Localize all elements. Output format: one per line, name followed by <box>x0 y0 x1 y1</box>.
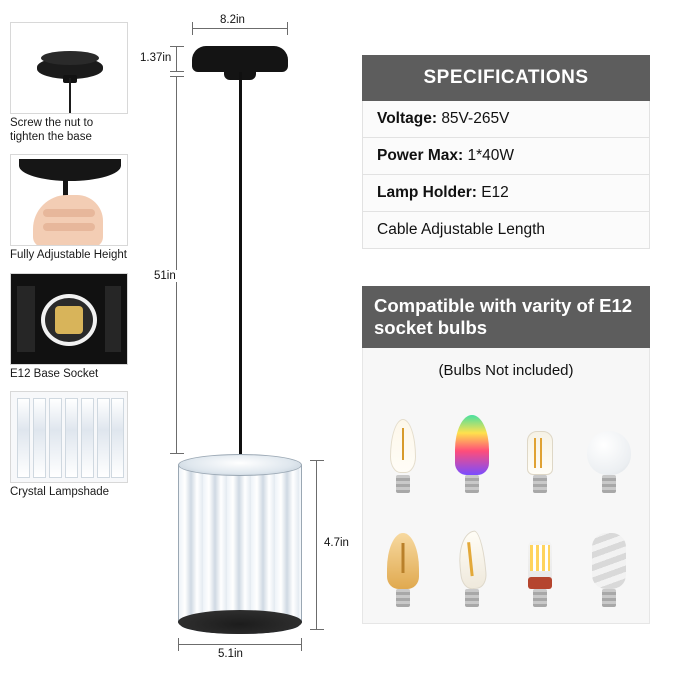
ceiling-plate-shape <box>19 159 121 181</box>
bulb-glass <box>390 419 416 473</box>
bulb-glass <box>387 533 419 589</box>
fixture-edge-right <box>105 286 121 352</box>
ceiling-plate-photo <box>10 22 128 114</box>
feature-item <box>10 154 128 263</box>
spec-label: Lamp Holder: <box>377 184 477 201</box>
dim-tick <box>301 638 302 651</box>
feature-item <box>10 22 128 144</box>
bulb-base-e12 <box>465 475 479 493</box>
bulb-glass <box>587 431 631 475</box>
compatible-body <box>362 348 650 624</box>
hand-shape <box>33 195 103 246</box>
spec-row-voltage <box>362 101 650 138</box>
feature-caption: Fully Adjustable Height <box>10 249 127 261</box>
bulb-glass <box>528 541 552 589</box>
bulb-base-e12 <box>533 475 547 493</box>
crystal-bar <box>33 398 46 478</box>
flame-tip-candle-bulb <box>438 503 507 611</box>
dim-label-cord-length: 51in <box>154 270 176 282</box>
dim-line-cord-length <box>176 76 177 454</box>
dim-tick <box>170 46 184 47</box>
dim-label-canopy-height: 1.37in <box>140 52 172 64</box>
dim-line-canopy-width <box>192 28 288 29</box>
spec-value: 1*40W <box>467 147 514 164</box>
socket-contact-shape <box>55 306 83 334</box>
bulb-glass <box>455 415 489 475</box>
bulb-base-e12 <box>602 589 616 607</box>
bulb-base-e12 <box>396 475 410 493</box>
bulb-base-e12 <box>602 475 616 493</box>
spec-row-lamp-holder <box>362 175 650 212</box>
spec-label: Power Max: <box>377 147 464 164</box>
dim-tick <box>170 76 184 77</box>
feature-caption: Screw the nut to tighten the base <box>10 117 94 143</box>
specifications-panel <box>362 55 650 249</box>
dim-line-canopy-height <box>176 46 177 72</box>
crystal-bar <box>81 398 94 478</box>
bulb-glass <box>592 533 626 589</box>
crystal-closeup-photo <box>10 391 128 483</box>
crystal-bar <box>111 398 124 478</box>
amber-teardrop-filament-bulb <box>369 503 438 611</box>
feature-caption: Crystal Lampshade <box>10 486 110 498</box>
feature-caption: E12 Base Socket <box>10 367 99 380</box>
canopy-shape <box>192 46 288 72</box>
filament-candle-bulb <box>369 389 438 497</box>
dim-tick <box>310 629 324 630</box>
spec-value: 85V-265V <box>441 110 510 127</box>
vintage-tubular-filament-bulb <box>506 389 575 497</box>
spec-label: Voltage: <box>377 110 437 127</box>
dim-label-shade-width: 5.1in <box>218 648 243 660</box>
crystal-bar <box>17 398 30 478</box>
led-corn-bulb <box>506 503 575 611</box>
dim-line-shade-width <box>178 644 302 645</box>
shade-bottom-cap <box>178 610 302 634</box>
crystal-shade-shape <box>178 454 302 634</box>
dimension-drawing <box>140 10 350 670</box>
spec-row-cable-length <box>362 212 650 249</box>
fixture-edge-left <box>17 286 35 352</box>
bulb-grid <box>369 389 643 611</box>
feature-item <box>10 273 128 382</box>
spec-label: Cable Adjustable Length <box>377 221 546 238</box>
crystal-bar <box>65 398 78 478</box>
dim-label-canopy-width: 8.2in <box>220 14 245 26</box>
dim-tick <box>287 22 288 35</box>
cable-shape <box>69 78 71 114</box>
feature-column <box>10 22 128 510</box>
dim-label-shade-height: 4.7in <box>324 537 349 549</box>
bulb-base-e12 <box>396 589 410 607</box>
bulb-base-e12 <box>465 589 479 607</box>
spec-value: E12 <box>481 184 509 201</box>
cord-shape <box>239 72 242 454</box>
dim-tick <box>192 22 193 35</box>
hand-adjusting-photo <box>10 154 128 246</box>
specifications-title: SPECIFICATIONS <box>362 55 650 101</box>
bulb-base-e12 <box>533 589 547 607</box>
socket-closeup-photo <box>10 273 128 365</box>
spiral-cfl-bulb <box>575 503 644 611</box>
bulb-glass <box>456 530 488 590</box>
dim-tick <box>310 460 324 461</box>
shade-top-rim <box>178 454 302 476</box>
rgb-color-changing-bulb <box>438 389 507 497</box>
dim-line-shade-height <box>316 460 317 630</box>
feature-item <box>10 391 128 500</box>
compatible-subtitle: (Bulbs Not included) <box>438 362 574 379</box>
bulb-glass <box>527 431 553 475</box>
crystal-bar <box>97 398 110 478</box>
dim-tick <box>178 638 179 651</box>
compatible-title: Compatible with varity of E12 socket bulbs <box>362 286 650 348</box>
frosted-globe-bulb <box>575 389 644 497</box>
crystal-bar <box>49 398 62 478</box>
shade-body <box>178 465 302 623</box>
dim-tick <box>170 71 184 72</box>
compatible-bulbs-panel <box>362 286 650 624</box>
spec-row-power <box>362 138 650 175</box>
